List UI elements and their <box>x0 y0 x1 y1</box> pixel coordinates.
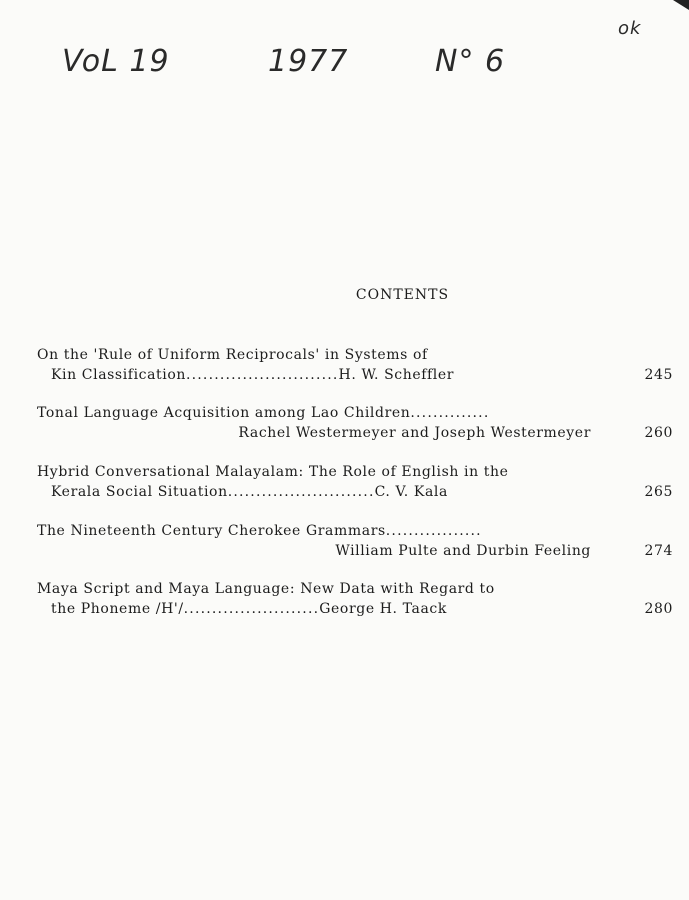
entry-title-line1 <box>37 403 677 423</box>
entry-title-cont: Kerala Social Situation <box>51 484 228 500</box>
entry-page-number: 245 <box>644 367 673 383</box>
toc-entry <box>37 462 677 502</box>
entry-author: William Pulte and Durbin Feeling <box>335 543 591 559</box>
entry-title-line2 <box>37 365 677 385</box>
entry-page-number: 260 <box>644 425 673 441</box>
entry-title-line1: Hybrid Conversational Malayalam: The Role of English in the <box>37 464 509 480</box>
entry-page-number: 274 <box>644 543 673 559</box>
toc-entry <box>37 521 677 561</box>
entry-page-number: 265 <box>644 484 673 500</box>
leader-dots: ........................... <box>185 367 339 383</box>
entry-title-line2 <box>37 482 677 502</box>
entry-title-line1: On the 'Rule of Uniform Reciprocals' in Systems of <box>37 347 428 363</box>
handwritten-ok-mark: ok <box>618 18 642 39</box>
handwritten-year: 1977 <box>268 44 349 79</box>
leader-dots: .............. <box>410 405 490 421</box>
entry-title: The Nineteenth Century Cherokee Grammars <box>37 523 386 539</box>
leader-dots: ................. <box>385 523 482 539</box>
entry-title-line1: Maya Script and Maya Language: New Data with Regard to <box>37 581 495 597</box>
entry-title-line1 <box>37 521 677 541</box>
entry-author: Rachel Westermeyer and Joseph Westermeyer <box>238 425 591 441</box>
entry-author: H. W. Scheffler <box>338 367 455 383</box>
entry-author-line <box>37 423 677 443</box>
leader-dots: .......................... <box>227 484 375 500</box>
toc-entry <box>37 345 677 385</box>
toc-entry <box>37 403 677 443</box>
entry-title-cont: the Phoneme /H'/ <box>51 601 184 617</box>
handwritten-number: N° 6 <box>435 44 506 79</box>
entry-author-line <box>37 541 677 561</box>
entry-title-line2 <box>37 599 677 619</box>
handwritten-volume: VoL 19 <box>62 44 170 79</box>
corner-scan-mark <box>673 0 689 10</box>
toc-entry <box>37 579 677 619</box>
entry-page-number: 280 <box>644 601 673 617</box>
entry-title-cont: Kin Classification <box>51 367 186 383</box>
contents-heading: CONTENTS <box>355 287 450 303</box>
entry-author: C. V. Kala <box>374 484 448 500</box>
entry-author: George H. Taack <box>319 601 447 617</box>
entry-title: Tonal Language Acquisition among Lao Children <box>37 405 411 421</box>
leader-dots: ........................ <box>183 601 320 617</box>
